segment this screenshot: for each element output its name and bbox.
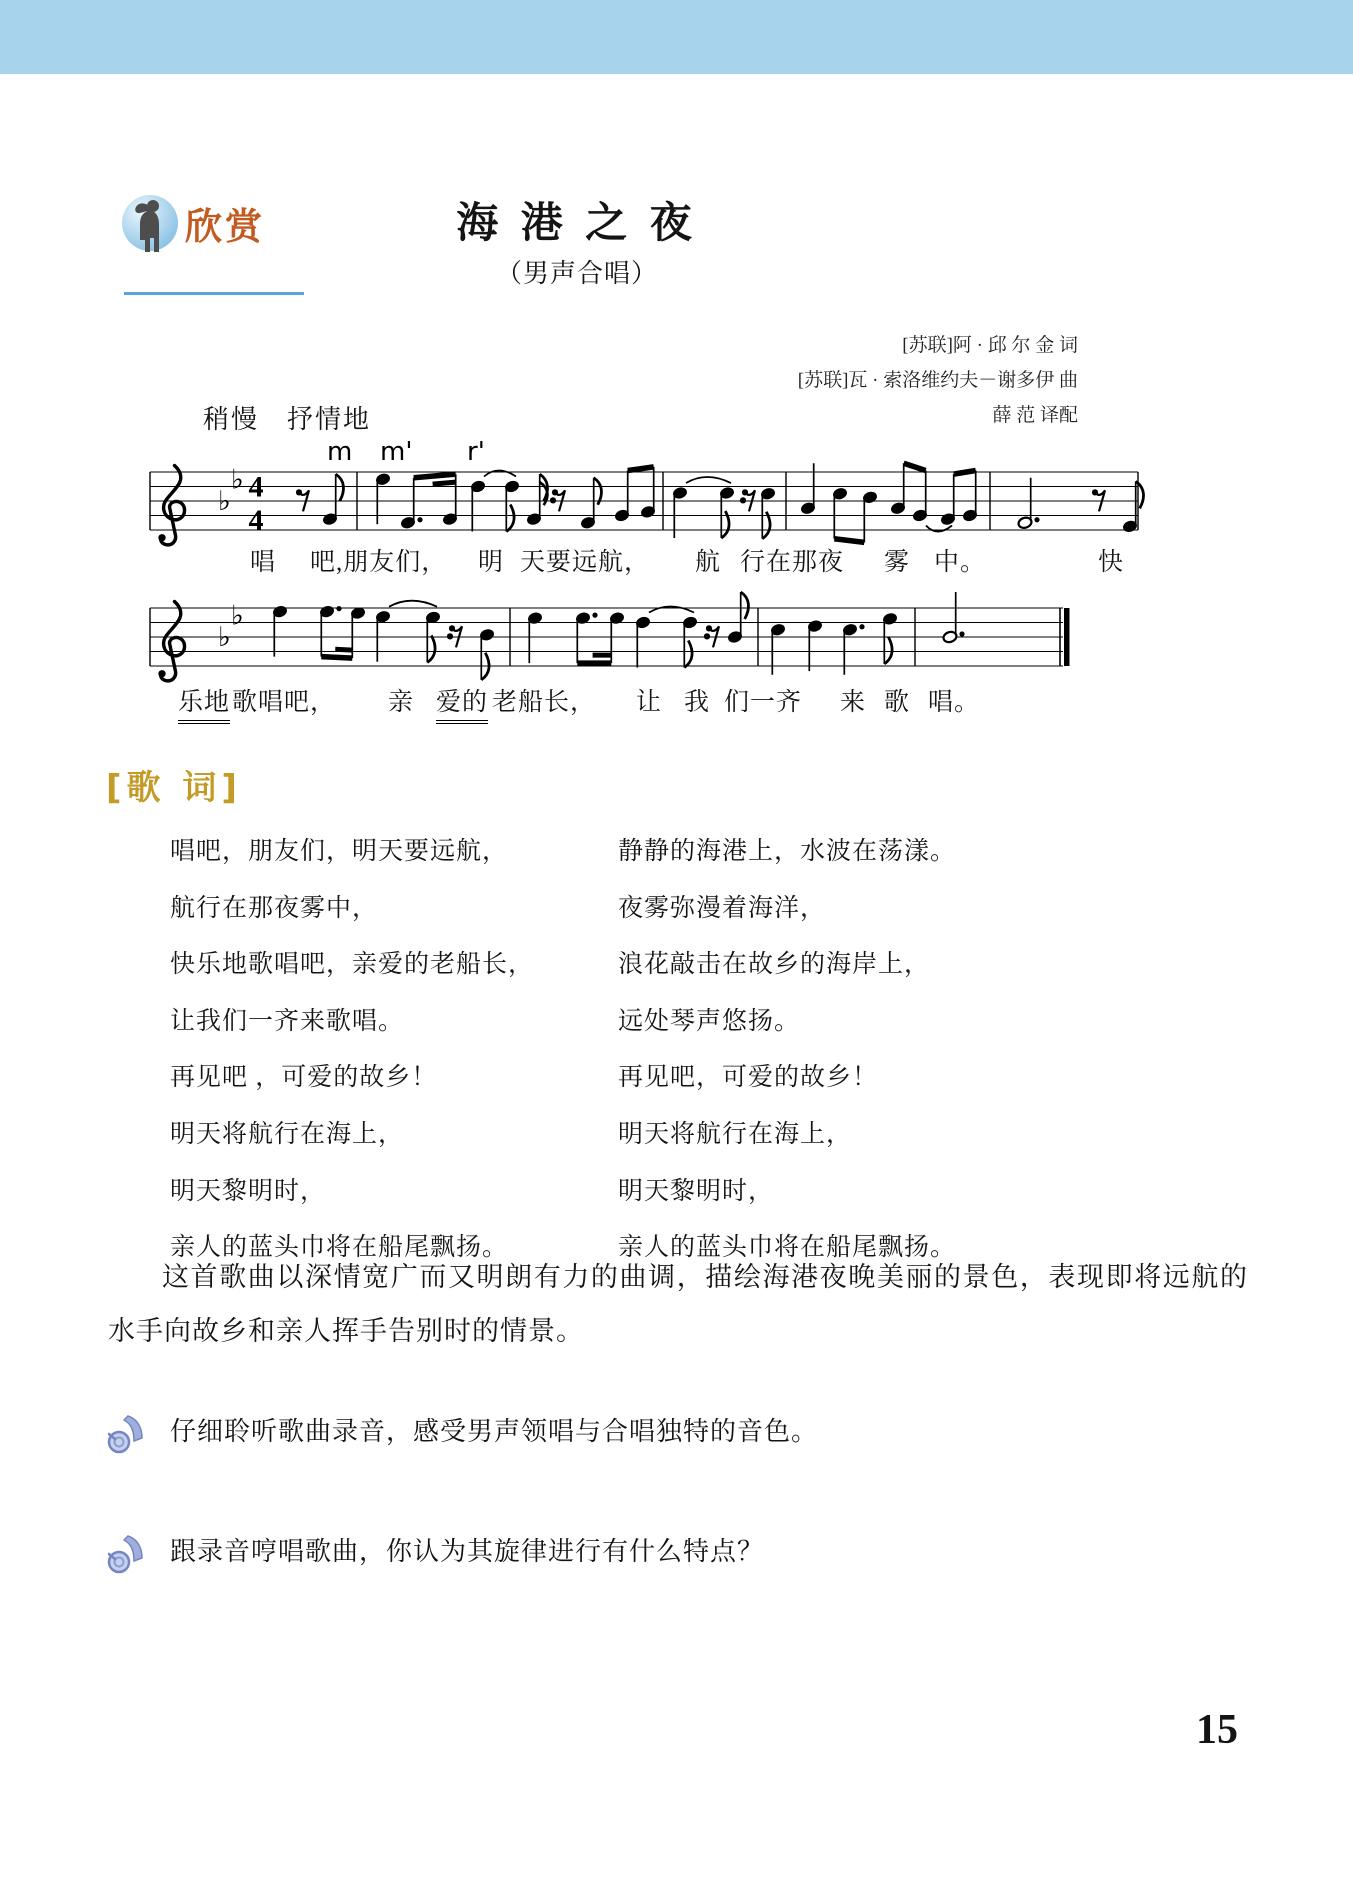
lyric-line: 唱吧，朋友们，明天要远航， bbox=[170, 838, 509, 865]
score-lyric-syllable: 乐地 bbox=[178, 682, 230, 724]
song-subtitle: （男声合唱） bbox=[495, 259, 658, 288]
score-lyric-syllable: 唱。 bbox=[928, 689, 981, 716]
flat-sign: ♭ bbox=[218, 486, 231, 517]
lyric-line: 浪花敲击在故乡的海岸上， bbox=[618, 951, 931, 979]
flat-sign: ♭ bbox=[231, 600, 244, 632]
solfege-label: m' bbox=[380, 437, 413, 467]
lyric-line: 明天黎明时， bbox=[618, 1177, 775, 1205]
score-lyric-syllable: 老船长， bbox=[492, 689, 597, 716]
section-label: 欣赏 bbox=[185, 207, 265, 248]
lyric-line: 明天将航行在海上， bbox=[618, 1120, 853, 1148]
beam bbox=[433, 482, 456, 484]
score-lyric-syllable: 雾 bbox=[884, 549, 911, 576]
beam bbox=[904, 463, 926, 470]
lyric-line: 亲人的蓝头巾将在船尾飘扬。 bbox=[170, 1234, 509, 1262]
score-lyric-syllable: 亲 bbox=[388, 689, 415, 716]
time-signature-upper: 4 bbox=[248, 470, 264, 504]
staff2-lyrics bbox=[0, 682, 1353, 722]
lyric-line: 快乐地歌唱吧，亲爱的老船长， bbox=[170, 951, 535, 979]
score-lyric-syllable: 行在那夜 bbox=[740, 549, 845, 576]
song-title: 海 港 之 夜 bbox=[456, 201, 698, 247]
score-lyric-syllable: 我 bbox=[684, 689, 711, 716]
tie bbox=[649, 607, 694, 613]
note-flag bbox=[506, 505, 514, 532]
song-description: 这首歌曲以深情宽广而又明朗有力的曲调，描绘海港夜晚美丽的景色，表现即将远航的水手向故乡和亲人挥手告别时的情景。 bbox=[108, 1262, 1248, 1346]
solfege-label: r' bbox=[467, 437, 485, 467]
activity-text: 仔细聆听歌曲录音，感受男声领唱与合唱独特的音色。 bbox=[170, 1417, 819, 1446]
activity-item-2 bbox=[104, 1532, 764, 1576]
lyrics-section-header: [歌 词] bbox=[106, 768, 242, 808]
top-color-band bbox=[0, 0, 1353, 74]
note-flag bbox=[684, 641, 692, 668]
credit-lyricist: [苏联]阿 · 邱 尔 金 词 bbox=[902, 335, 1078, 356]
score-lyric-syllable: 来 bbox=[840, 689, 867, 716]
lyric-line: 航行在那夜雾中， bbox=[170, 894, 379, 922]
time-signature-lower: 4 bbox=[248, 504, 264, 537]
section-underline bbox=[124, 292, 304, 295]
staff1-lyrics bbox=[0, 542, 1353, 582]
listener-logo bbox=[120, 194, 182, 256]
note-flag bbox=[884, 637, 892, 664]
lyrics-column-left bbox=[170, 824, 534, 1277]
lyric-line: 再见吧，可爱的故乡！ bbox=[618, 1064, 879, 1092]
page-number: 15 bbox=[1196, 1707, 1238, 1753]
final-barline bbox=[1064, 608, 1070, 666]
horn-icon bbox=[104, 1412, 146, 1456]
lyric-line: 静静的海港上，水波在荡漾。 bbox=[618, 838, 957, 865]
lyric-line: 夜雾弥漫着海洋， bbox=[618, 894, 827, 922]
beam bbox=[954, 471, 976, 475]
lyric-line: 亲人的蓝头巾将在船尾飘扬。 bbox=[618, 1234, 957, 1262]
note-flag bbox=[427, 635, 435, 662]
flat-sign: ♭ bbox=[218, 622, 231, 653]
score-lyric-syllable: 吧,朋友们， bbox=[310, 549, 448, 576]
lyric-line: 远处琴声悠扬。 bbox=[618, 1007, 801, 1035]
beam bbox=[414, 474, 456, 478]
augmentation-dot bbox=[959, 631, 964, 636]
tie bbox=[484, 471, 516, 477]
tie bbox=[926, 526, 952, 532]
treble-clef-icon bbox=[158, 602, 184, 681]
score-lyric-syllable: 歌 bbox=[884, 689, 911, 716]
tempo-marking: 稍慢 抒情地 bbox=[203, 405, 372, 434]
score-lyric-syllable: 天要远航， bbox=[520, 549, 651, 576]
flat-sign: ♭ bbox=[231, 464, 244, 496]
tie bbox=[389, 601, 437, 607]
lyric-line: 明天将航行在海上， bbox=[170, 1120, 405, 1148]
lyric-line: 明天黎明时， bbox=[170, 1177, 327, 1205]
score-lyric-syllable: 爱的 bbox=[436, 682, 488, 724]
score-lyric-syllable: 明 bbox=[478, 549, 505, 576]
song-credits bbox=[798, 328, 1078, 433]
activity-item-1 bbox=[104, 1412, 818, 1456]
solfege-label: m bbox=[327, 437, 353, 467]
tie bbox=[686, 477, 731, 483]
augmentation-dot bbox=[859, 624, 864, 629]
lyrics-column-right bbox=[618, 824, 956, 1277]
horn-icon bbox=[104, 1532, 146, 1576]
beam bbox=[321, 657, 352, 658]
treble-clef-icon bbox=[158, 466, 184, 545]
note-flag bbox=[741, 592, 749, 619]
augmentation-dot bbox=[1034, 517, 1039, 522]
score-lyric-syllable: 航 bbox=[695, 549, 722, 576]
note-flag bbox=[336, 474, 344, 501]
credit-translator: 薛 范 译配 bbox=[992, 405, 1078, 426]
score-lyric-syllable: 让 bbox=[636, 689, 663, 716]
score-lyric-syllable: 唱 bbox=[250, 549, 277, 576]
score-lyric-syllable: 快 bbox=[1098, 549, 1125, 576]
beam bbox=[628, 467, 654, 471]
augmentation-dot bbox=[336, 606, 341, 611]
augmentation-dot bbox=[417, 517, 422, 522]
credit-composer: [苏联]瓦 · 索洛维约夫－谢多伊 曲 bbox=[797, 370, 1078, 391]
beam bbox=[335, 649, 352, 650]
lyric-line: 再见吧 ，可爱的故乡！ bbox=[170, 1064, 438, 1092]
note-flag bbox=[1136, 481, 1144, 508]
score-lyric-syllable: 们一齐 bbox=[724, 689, 803, 716]
augmentation-dot bbox=[592, 613, 597, 618]
activity-text: 跟录音哼唱歌曲，你认为其旋律进行有什么特点？ bbox=[170, 1537, 765, 1566]
lyric-line: 让我们一齐来歌唱。 bbox=[170, 1007, 405, 1035]
score-lyric-syllable: 中。 bbox=[934, 549, 987, 576]
score-lyric-syllable: 歌唱吧， bbox=[232, 689, 337, 716]
